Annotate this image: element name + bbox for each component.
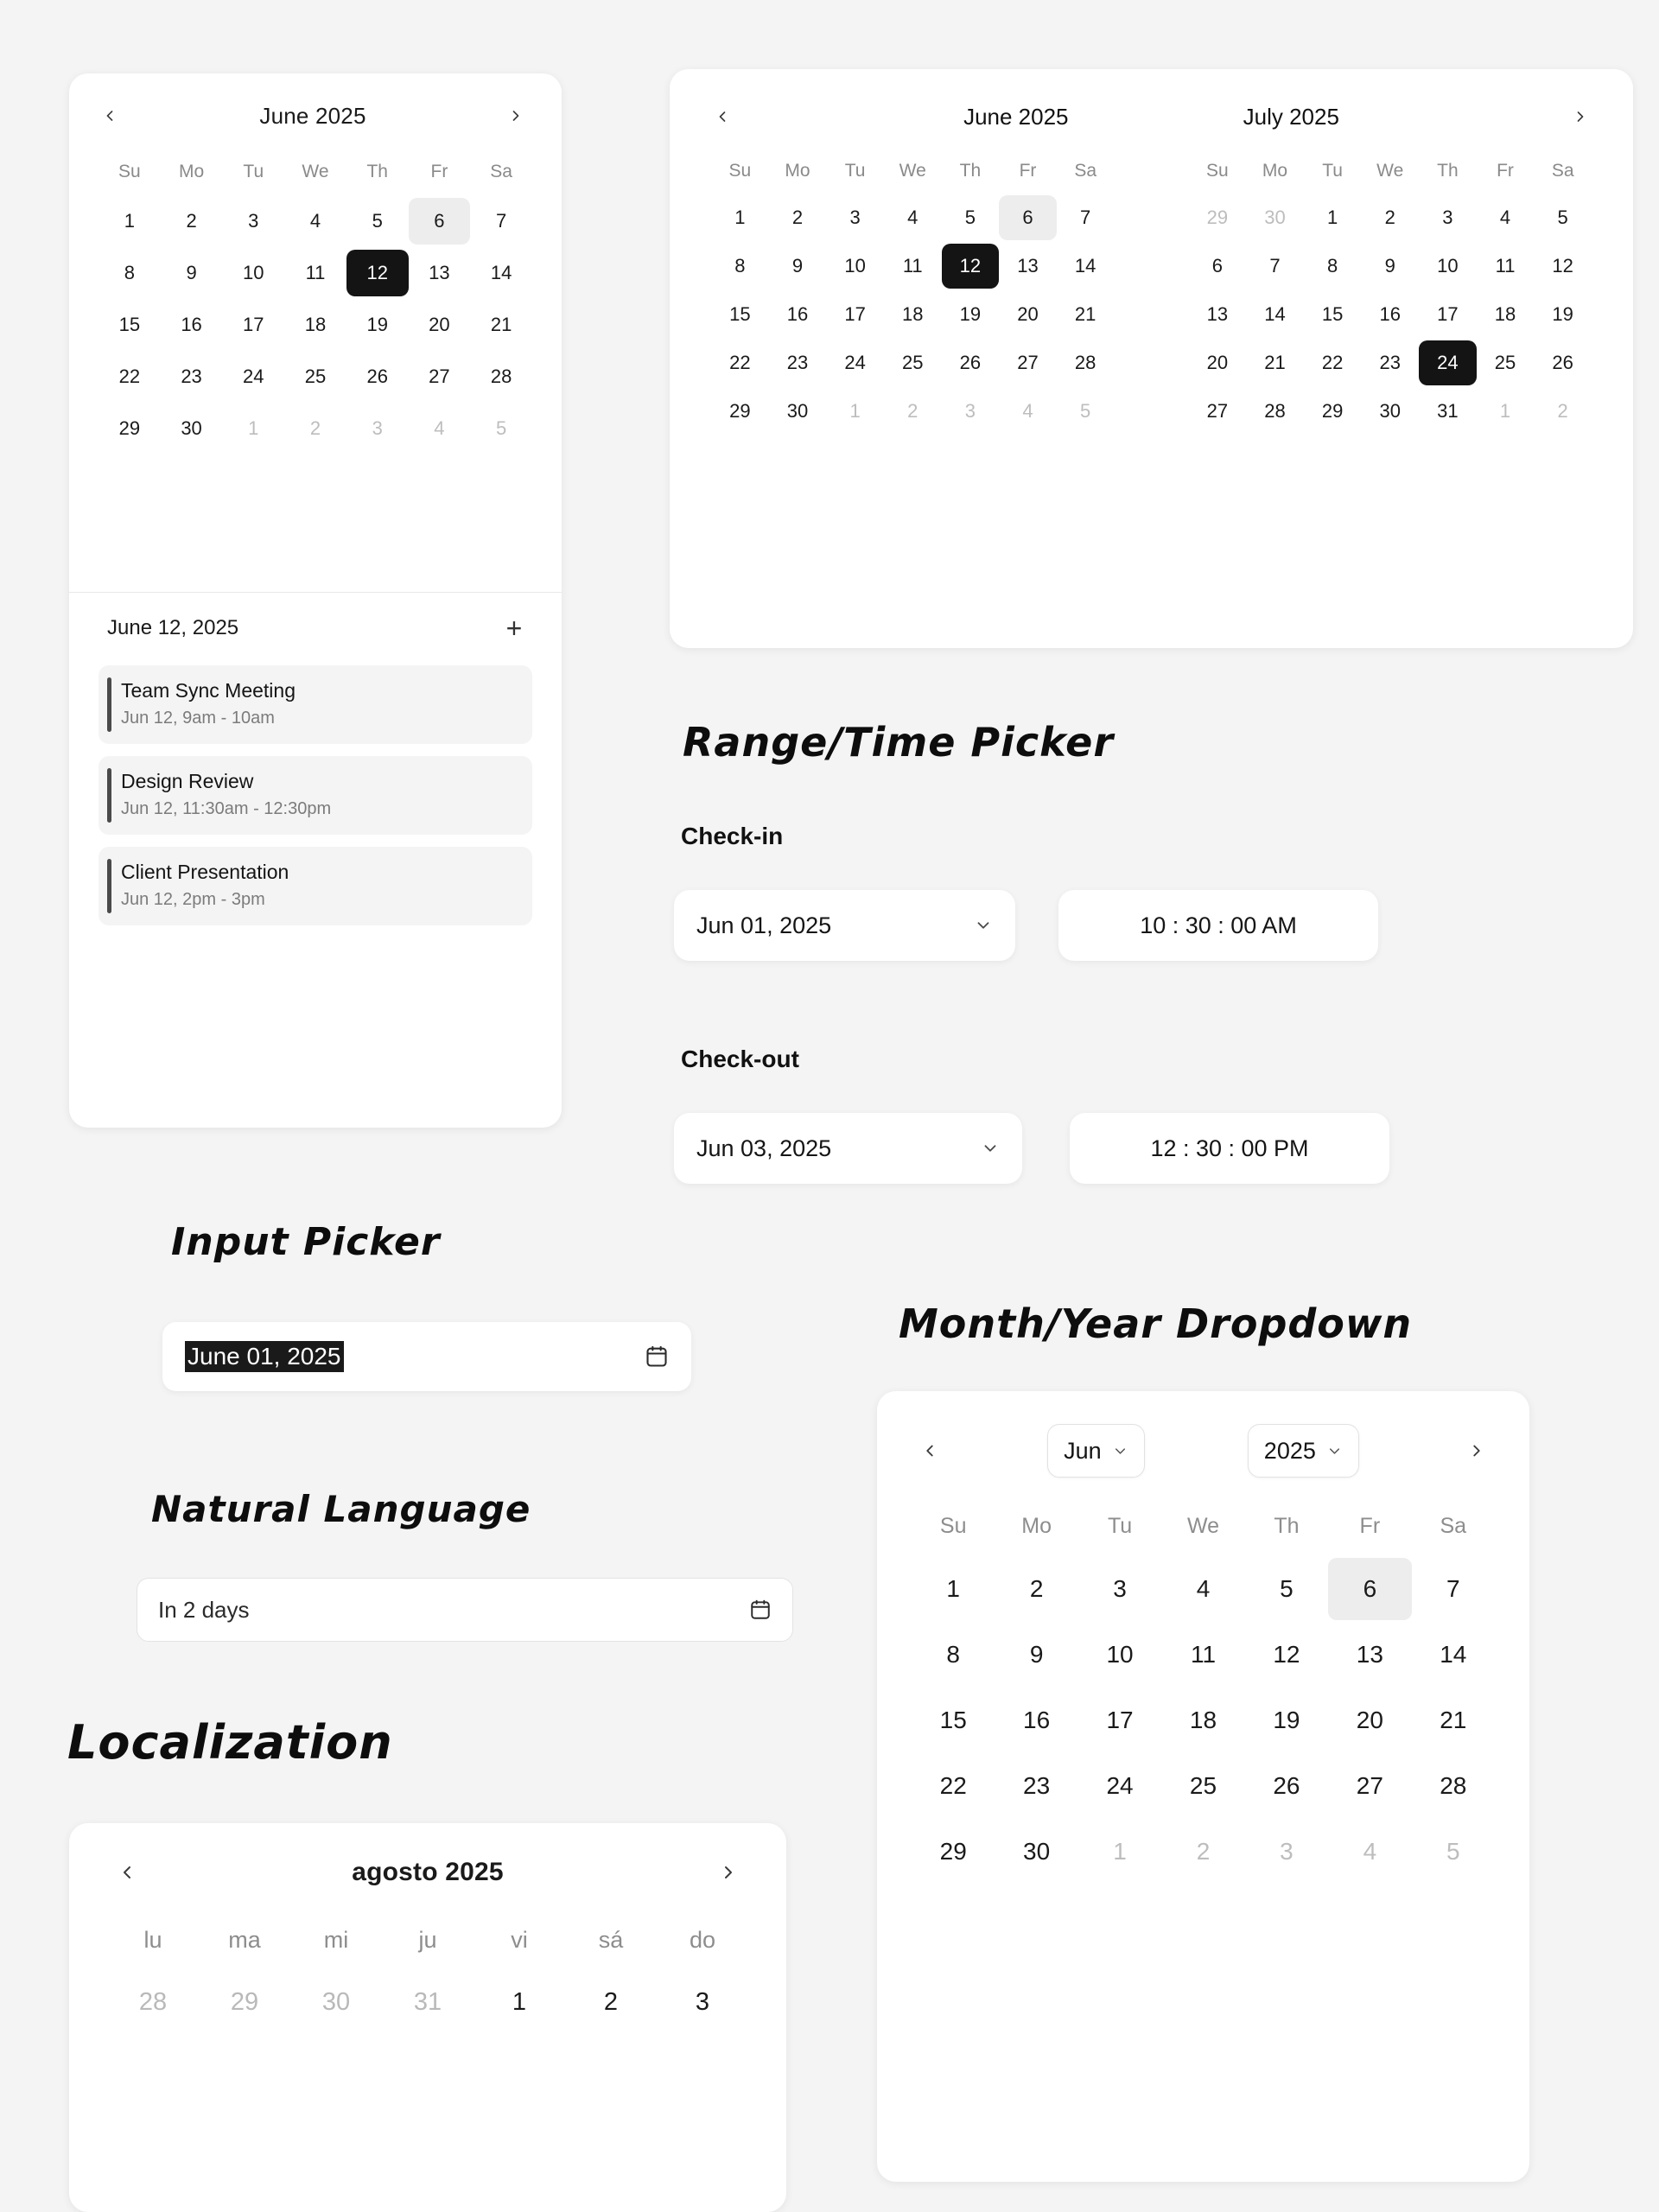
check-out-date-field[interactable] xyxy=(674,1113,1022,1184)
weekday-label: Su xyxy=(728,161,752,181)
day-cell[interactable]: 30 xyxy=(786,400,809,422)
weekday-label: Su xyxy=(1205,161,1229,181)
date-input-value: June 01, 2025 xyxy=(185,1341,344,1372)
day-cell[interactable]: 24 xyxy=(1106,1772,1134,1799)
date-input-field[interactable] xyxy=(162,1322,691,1391)
weekday-label: Tu xyxy=(243,162,264,181)
day-cell[interactable]: 25 xyxy=(304,365,327,387)
day-cell[interactable]: 9 xyxy=(791,255,804,276)
day-cell[interactable]: 14 xyxy=(1264,303,1286,325)
day-cell[interactable]: 26 xyxy=(366,365,388,387)
day-cell[interactable]: 29 xyxy=(939,1838,967,1865)
weekday-label: Th xyxy=(366,162,388,181)
day-grid xyxy=(711,195,1115,434)
day-cell[interactable]: 23 xyxy=(1023,1772,1051,1799)
localized-month-title: agosto 2025 xyxy=(352,1858,504,1886)
day-cell[interactable]: 20 xyxy=(1017,303,1039,325)
chevron-right-icon[interactable] xyxy=(714,1858,743,1887)
natural-language-heading: Natural Language xyxy=(151,1488,531,1530)
day-cell[interactable]: 5 xyxy=(496,417,507,439)
natural-language-value: In 2 days xyxy=(158,1596,250,1623)
chevron-down-icon xyxy=(974,916,993,935)
day-cell[interactable]: 17 xyxy=(243,314,264,335)
day-grid xyxy=(1189,195,1592,434)
weekday-label: do xyxy=(689,1927,716,1953)
day-cell[interactable]: 17 xyxy=(1106,1707,1134,1733)
dropdown-heading: Month/Year Dropdown xyxy=(899,1300,1413,1347)
weekday-label: Mo xyxy=(1262,161,1288,181)
check-in-date-field[interactable] xyxy=(674,890,1015,961)
month-select[interactable] xyxy=(1047,1424,1145,1478)
check-in-time-value: 10 : 30 : 00 AM xyxy=(1140,912,1297,938)
add-event-button[interactable]: + xyxy=(499,613,529,643)
day-cell[interactable]: 24 xyxy=(844,352,866,373)
day-cell[interactable]: 21 xyxy=(1074,303,1096,325)
day-cell[interactable]: 1 xyxy=(512,1987,527,2016)
day-cell[interactable]: 25 xyxy=(1494,352,1516,373)
day-cell[interactable]: 13 xyxy=(429,262,450,283)
day-cell[interactable]: 1 xyxy=(849,400,861,422)
weekday-label: Sa xyxy=(1551,161,1574,181)
page-title: June 2025 xyxy=(259,102,366,129)
day-cell[interactable]: 29 xyxy=(1321,400,1344,422)
weekday-label: lu xyxy=(143,1927,162,1953)
day-cell[interactable]: 5 xyxy=(1557,207,1568,228)
weekday-label: Sa xyxy=(1074,161,1097,181)
event-item[interactable] xyxy=(99,756,532,835)
day-cell[interactable]: 13 xyxy=(1017,255,1039,276)
day-cell[interactable]: 13 xyxy=(1356,1641,1383,1668)
day-cell[interactable]: 15 xyxy=(1321,303,1344,325)
day-cell[interactable]: 17 xyxy=(844,303,866,325)
day-cell[interactable]: 15 xyxy=(939,1707,967,1733)
day-cell[interactable]: 8 xyxy=(734,255,746,276)
day-cell[interactable]: 18 xyxy=(1494,303,1516,325)
divider xyxy=(69,592,562,593)
day-cell[interactable]: 22 xyxy=(939,1772,967,1799)
day-cell[interactable]: 6 xyxy=(1211,255,1223,276)
day-cell[interactable]: 14 xyxy=(490,262,512,283)
day-cell[interactable]: 13 xyxy=(1206,303,1229,325)
day-cell[interactable]: 16 xyxy=(1379,303,1401,325)
day-cell[interactable]: 24 xyxy=(243,365,264,387)
day-cell[interactable]: 28 xyxy=(490,365,512,387)
day-cell[interactable]: 18 xyxy=(304,314,327,335)
day-cell[interactable]: 2 xyxy=(907,400,918,422)
day-cell[interactable]: 5 xyxy=(1080,400,1091,422)
day-cell[interactable]: 29 xyxy=(118,417,141,439)
day-cell-today[interactable]: 6 xyxy=(1328,1558,1411,1620)
day-cell[interactable]: 27 xyxy=(1206,400,1229,422)
weekday-label: We xyxy=(1376,161,1404,181)
day-cell[interactable]: 11 xyxy=(1190,1641,1217,1668)
weekday-label: Tu xyxy=(844,161,866,181)
calendar-header xyxy=(112,1858,743,1887)
day-cell[interactable]: 27 xyxy=(429,365,450,387)
day-cell[interactable]: 2 xyxy=(309,417,321,439)
weekday-label: sá xyxy=(598,1927,624,1953)
chevron-left-icon[interactable] xyxy=(95,101,124,130)
day-cell[interactable]: 2 xyxy=(1196,1838,1211,1865)
left-month xyxy=(711,161,1115,434)
weekday-label: Mo xyxy=(178,162,205,181)
day-cell[interactable]: 15 xyxy=(729,303,751,325)
event-item[interactable] xyxy=(99,665,532,744)
day-cell[interactable]: 3 xyxy=(695,1987,710,2016)
day-cell[interactable]: 12 xyxy=(1273,1641,1300,1668)
input-picker-heading: Input Picker xyxy=(171,1220,441,1264)
day-cell[interactable]: 22 xyxy=(118,365,141,387)
event-title: Client Presentation xyxy=(121,861,289,883)
day-cell[interactable]: 19 xyxy=(1273,1707,1300,1733)
day-cell[interactable]: 26 xyxy=(1552,352,1573,373)
day-cell[interactable]: 1 xyxy=(1326,207,1338,228)
range-time-picker-heading: Range/Time Picker xyxy=(683,719,1115,766)
day-cell[interactable]: 8 xyxy=(124,262,135,283)
day-cell[interactable]: 5 xyxy=(1280,1575,1294,1602)
calendar-icon[interactable] xyxy=(749,1599,772,1621)
weekday-label: Th xyxy=(959,161,982,181)
day-cell[interactable]: 25 xyxy=(1189,1772,1217,1799)
day-cell-today[interactable]: 6 xyxy=(999,195,1057,240)
day-grid xyxy=(912,1558,1495,1883)
check-out-label: Check-out xyxy=(681,1046,799,1072)
day-cell[interactable]: 14 xyxy=(1440,1641,1467,1668)
day-cell[interactable]: 27 xyxy=(1356,1772,1383,1799)
day-cell[interactable]: 30 xyxy=(1264,207,1286,228)
weekday-label: ma xyxy=(228,1927,261,1953)
day-cell[interactable]: 3 xyxy=(1442,207,1453,228)
weekday-header-row xyxy=(107,1927,748,1954)
day-cell[interactable]: 29 xyxy=(729,400,751,422)
day-cell[interactable]: 7 xyxy=(496,210,507,232)
day-cell[interactable]: 3 xyxy=(372,417,383,439)
weekday-header-row xyxy=(912,1514,1495,1539)
day-cell[interactable]: 4 xyxy=(309,210,321,232)
day-cell[interactable]: 2 xyxy=(1557,400,1568,422)
day-cell-today[interactable]: 6 xyxy=(409,198,471,245)
weekday-header-row xyxy=(1189,161,1592,181)
natural-language-input[interactable] xyxy=(137,1578,793,1642)
day-cell[interactable]: 9 xyxy=(1029,1641,1044,1668)
calendar-header xyxy=(95,101,531,130)
day-cell[interactable]: 21 xyxy=(1440,1707,1467,1733)
day-cell[interactable]: 1 xyxy=(248,417,259,439)
day-cell[interactable]: 29 xyxy=(230,1987,259,2016)
weekday-label: We xyxy=(302,162,329,181)
right-month xyxy=(1189,161,1592,434)
day-cell[interactable]: 17 xyxy=(1437,303,1459,325)
month-year-dropdown-card xyxy=(877,1391,1529,2182)
day-cell[interactable]: 28 xyxy=(1264,400,1286,422)
chevron-right-icon[interactable] xyxy=(501,101,531,130)
chevron-left-icon[interactable] xyxy=(112,1858,142,1887)
weekday-label: We xyxy=(1186,1514,1220,1538)
day-cell[interactable]: 3 xyxy=(964,400,976,422)
day-cell[interactable]: 1 xyxy=(1499,400,1511,422)
check-out-time-field[interactable] xyxy=(1070,1113,1389,1184)
day-cell[interactable]: 20 xyxy=(1206,352,1229,373)
day-cell[interactable]: 11 xyxy=(305,262,326,283)
day-cell[interactable]: 18 xyxy=(902,303,924,325)
day-cell[interactable]: 7 xyxy=(1269,255,1281,276)
chevron-down-icon xyxy=(1112,1443,1128,1459)
events-header xyxy=(107,613,529,643)
weekday-label: Fr xyxy=(430,162,448,181)
day-cell[interactable]: 2 xyxy=(1384,207,1395,228)
day-cell[interactable]: 31 xyxy=(1437,400,1459,422)
event-title: Team Sync Meeting xyxy=(121,679,296,702)
day-cell[interactable]: 2 xyxy=(1029,1575,1044,1602)
day-cell[interactable]: 2 xyxy=(603,1987,619,2016)
event-time: Jun 12, 9am - 10am xyxy=(121,709,275,728)
weekday-label: We xyxy=(899,161,926,181)
check-out-time-value: 12 : 30 : 00 PM xyxy=(1150,1135,1309,1161)
range-calendar-header xyxy=(708,102,1595,131)
day-cell[interactable]: 3 xyxy=(1280,1838,1294,1865)
day-cell[interactable]: 5 xyxy=(964,207,976,228)
day-cell[interactable]: 9 xyxy=(1384,255,1395,276)
day-grid xyxy=(107,1976,748,2028)
day-cell[interactable]: 20 xyxy=(1356,1707,1383,1733)
day-cell[interactable]: 22 xyxy=(729,352,751,373)
day-cell[interactable]: 23 xyxy=(786,352,809,373)
day-cell[interactable]: 2 xyxy=(791,207,804,228)
weekday-label: Th xyxy=(1437,161,1459,181)
day-cell[interactable]: 20 xyxy=(429,314,450,335)
day-cell[interactable]: 3 xyxy=(849,207,861,228)
day-cell[interactable]: 28 xyxy=(1074,352,1096,373)
event-item[interactable] xyxy=(99,847,532,925)
day-cell[interactable]: 28 xyxy=(1440,1772,1467,1799)
weekday-label: Fr xyxy=(1359,1514,1381,1538)
day-cell[interactable]: 11 xyxy=(1495,255,1516,276)
day-cell[interactable]: 4 xyxy=(1363,1838,1377,1865)
day-cell[interactable]: 1 xyxy=(124,210,135,232)
events-list xyxy=(69,665,562,938)
weekday-label: Su xyxy=(118,162,141,181)
day-cell[interactable]: 15 xyxy=(118,314,141,335)
left-month-title: June 2025 xyxy=(963,103,1069,130)
event-title: Design Review xyxy=(121,770,254,792)
day-grid xyxy=(99,198,532,452)
check-in-date-value: Jun 01, 2025 xyxy=(696,912,832,938)
chevron-left-icon[interactable] xyxy=(915,1436,944,1465)
day-cell[interactable]: 19 xyxy=(1552,303,1573,325)
day-cell[interactable]: 16 xyxy=(181,314,202,335)
right-month-title: July 2025 xyxy=(1243,103,1339,130)
day-cell[interactable]: 19 xyxy=(959,303,982,325)
day-cell[interactable]: 2 xyxy=(186,210,197,232)
day-cell[interactable]: 1 xyxy=(734,207,746,228)
weekday-label: Sa xyxy=(490,162,512,181)
day-cell[interactable]: 22 xyxy=(1321,352,1344,373)
chevron-down-icon xyxy=(981,1139,1000,1158)
day-cell[interactable]: 31 xyxy=(413,1987,442,2016)
check-in-time-field[interactable] xyxy=(1058,890,1378,961)
day-cell[interactable]: 7 xyxy=(1080,207,1091,228)
weekday-label: Su xyxy=(939,1514,967,1538)
day-cell[interactable]: 29 xyxy=(1206,207,1229,228)
day-cell[interactable]: 16 xyxy=(786,303,809,325)
day-cell-selected[interactable]: 12 xyxy=(942,244,1000,289)
day-cell[interactable]: 25 xyxy=(902,352,924,373)
weekday-label: Mo xyxy=(1021,1514,1052,1538)
check-out-date-value: Jun 03, 2025 xyxy=(696,1135,832,1161)
day-cell[interactable]: 3 xyxy=(1113,1575,1127,1602)
day-cell[interactable]: 12 xyxy=(1552,255,1573,276)
month-select-value: Jun xyxy=(1064,1437,1102,1464)
weekday-label: mi xyxy=(323,1927,349,1953)
day-cell[interactable]: 7 xyxy=(1446,1575,1460,1602)
day-cell[interactable]: 1 xyxy=(946,1575,960,1602)
chevron-right-icon[interactable] xyxy=(1462,1436,1491,1465)
day-cell[interactable]: 11 xyxy=(902,255,923,276)
check-in-label: Check-in xyxy=(681,823,784,849)
day-cell[interactable]: 28 xyxy=(138,1987,168,2016)
chevron-left-icon[interactable] xyxy=(708,102,737,131)
day-cell[interactable]: 30 xyxy=(1379,400,1401,422)
chevron-right-icon[interactable] xyxy=(1566,102,1595,131)
day-cell[interactable]: 10 xyxy=(844,255,866,276)
weekday-label: Sa xyxy=(1440,1514,1467,1538)
single-date-picker-card xyxy=(69,73,562,1128)
day-cell[interactable]: 4 xyxy=(1022,400,1033,422)
day-cell-selected[interactable]: 12 xyxy=(346,250,409,296)
day-cell[interactable]: 23 xyxy=(181,365,202,387)
day-cell[interactable]: 21 xyxy=(490,314,512,335)
day-cell[interactable]: 14 xyxy=(1074,255,1096,276)
day-cell[interactable]: 4 xyxy=(1196,1575,1211,1602)
day-cell[interactable]: 3 xyxy=(248,210,259,232)
day-cell[interactable]: 30 xyxy=(1023,1838,1051,1865)
chevron-down-icon xyxy=(1326,1443,1343,1459)
day-cell[interactable]: 16 xyxy=(1023,1707,1051,1733)
localization-heading: Localization xyxy=(67,1715,393,1770)
day-cell[interactable]: 9 xyxy=(186,262,197,283)
day-cell[interactable]: 26 xyxy=(959,352,982,373)
weekday-header-row xyxy=(99,162,532,182)
day-cell[interactable]: 10 xyxy=(1106,1641,1134,1668)
event-time: Jun 12, 11:30am - 12:30pm xyxy=(121,799,332,818)
day-cell[interactable]: 19 xyxy=(366,314,388,335)
day-cell[interactable]: 10 xyxy=(243,262,264,283)
day-cell[interactable]: 1 xyxy=(1113,1838,1127,1865)
range-calendar-card xyxy=(670,69,1633,648)
day-cell-selected[interactable]: 24 xyxy=(1419,340,1477,385)
event-time: Jun 12, 2pm - 3pm xyxy=(121,890,265,909)
weekday-label: vi xyxy=(511,1927,528,1953)
day-cell[interactable]: 5 xyxy=(372,210,383,232)
localization-calendar-card xyxy=(69,1823,786,2212)
year-select-value: 2025 xyxy=(1263,1437,1316,1464)
day-cell[interactable]: 21 xyxy=(1264,352,1286,373)
day-cell[interactable]: 30 xyxy=(181,417,202,439)
day-cell[interactable]: 4 xyxy=(434,417,445,439)
year-select[interactable] xyxy=(1248,1424,1359,1478)
weekday-label: Tu xyxy=(1107,1514,1133,1538)
day-cell[interactable]: 26 xyxy=(1273,1772,1300,1799)
events-date-label: June 12, 2025 xyxy=(107,616,239,639)
day-cell[interactable]: 4 xyxy=(1499,207,1511,228)
dropdown-header xyxy=(915,1424,1491,1478)
calendar-icon[interactable] xyxy=(645,1344,669,1369)
day-cell[interactable]: 23 xyxy=(1379,352,1401,373)
day-cell[interactable]: 8 xyxy=(1326,255,1338,276)
weekday-label: Fr xyxy=(1497,161,1514,181)
weekday-label: Tu xyxy=(1322,161,1343,181)
day-cell[interactable]: 8 xyxy=(946,1641,960,1668)
day-cell[interactable]: 4 xyxy=(907,207,918,228)
weekday-label: ju xyxy=(418,1927,437,1953)
day-cell[interactable]: 30 xyxy=(321,1987,351,2016)
weekday-label: Fr xyxy=(1019,161,1037,181)
weekday-header-row xyxy=(711,161,1115,181)
day-cell[interactable]: 5 xyxy=(1446,1838,1460,1865)
day-cell[interactable]: 18 xyxy=(1189,1707,1217,1733)
day-cell[interactable]: 10 xyxy=(1437,255,1459,276)
weekday-label: Th xyxy=(1274,1514,1300,1538)
weekday-label: Mo xyxy=(785,161,810,181)
day-cell[interactable]: 27 xyxy=(1017,352,1039,373)
